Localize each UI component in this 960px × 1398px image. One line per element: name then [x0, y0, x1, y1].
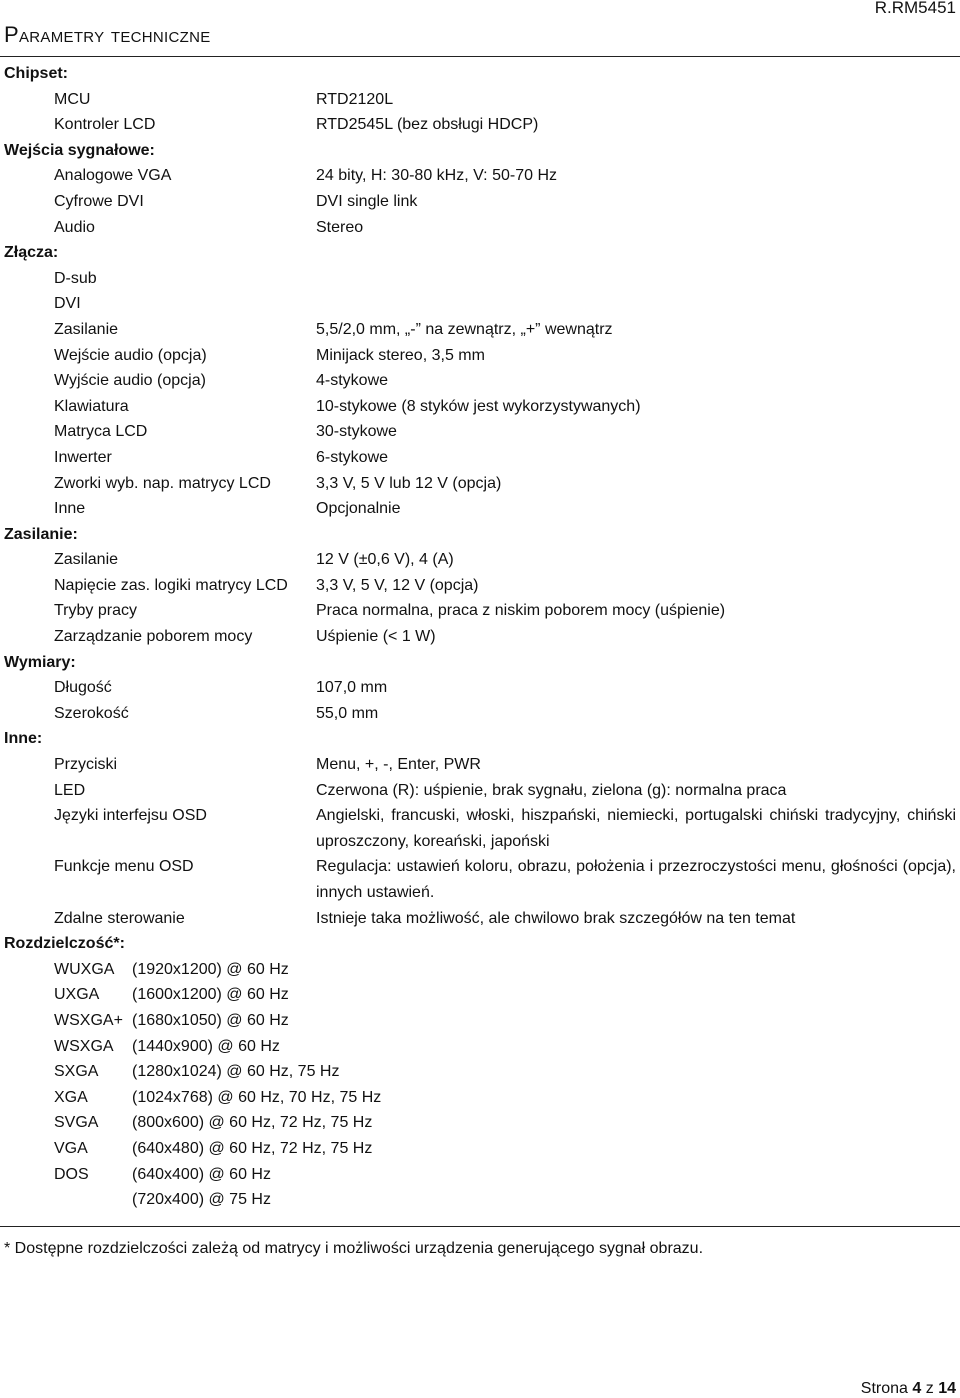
spec-value: 24 bity, H: 30-80 kHz, V: 50-70 Hz: [316, 167, 557, 185]
spec-list: [4, 61, 956, 1213]
resolution-modes: (1600x1200) @ 60 Hz: [132, 986, 289, 1004]
spec-value: [316, 266, 956, 292]
section-heading: Złącza:: [4, 244, 59, 262]
spec-value: 12 V (±0,6 V), 4 (A): [316, 551, 454, 569]
spec-row: [4, 803, 956, 854]
spec-row: [4, 445, 956, 471]
footnote: * Dostępne rozdzielczości zależą od matrycy i możliwości urządzenia generującego sygnał obrazu.: [4, 1240, 704, 1257]
document-code: R.RM5451: [874, 0, 956, 17]
spec-value: RTD2120L: [316, 90, 394, 108]
spec-label: Szerokość: [54, 704, 129, 722]
spec-row: [4, 87, 956, 113]
resolution-row: [4, 1085, 956, 1111]
spec-label: Audio: [54, 218, 95, 236]
spec-row: [4, 854, 956, 905]
spec-row: [4, 394, 956, 420]
resolution-modes: (800x600) @ 60 Hz, 72 Hz, 75 Hz: [132, 1114, 373, 1132]
spec-value: Praca normalna, praca z niskim poborem mocy (uśpienie): [316, 602, 726, 620]
resolution-code: XGA: [54, 1088, 88, 1106]
spec-label: Cyfrowe DVI: [54, 192, 144, 210]
resolution-modes: (1280x1024) @ 60 Hz, 75 Hz: [132, 1063, 340, 1081]
section-heading: Inne:: [4, 730, 43, 748]
resolution-row: [4, 1110, 956, 1136]
spec-row: [4, 215, 956, 241]
spec-label: Matryca LCD: [54, 423, 148, 441]
spec-row: [4, 343, 956, 369]
resolution-row: [4, 1034, 956, 1060]
spec-row: [4, 701, 956, 727]
resolution-code: SXGA: [54, 1063, 99, 1081]
spec-row: [4, 547, 956, 573]
footnote-divider: [0, 1226, 960, 1227]
resolution-code: [4, 1187, 132, 1213]
spec-value: 107,0 mm: [316, 679, 388, 697]
spec-label: DVI: [54, 295, 81, 313]
spec-label: MCU: [54, 90, 91, 108]
spec-row: [4, 573, 956, 599]
spec-label: Zasilanie: [54, 320, 119, 338]
spec-row: [4, 368, 956, 394]
spec-label: Klawiatura: [54, 397, 129, 415]
spec-label: Wejście audio (opcja): [54, 346, 207, 364]
spec-label: Długość: [54, 679, 112, 697]
spec-value: 55,0 mm: [316, 704, 379, 722]
spec-value: [316, 291, 956, 317]
spec-row: [4, 598, 956, 624]
resolution-modes: (1440x900) @ 60 Hz: [132, 1037, 280, 1055]
resolution-row: [4, 982, 956, 1008]
resolution-row: [4, 1008, 956, 1034]
resolution-code: WSXGA: [54, 1037, 114, 1055]
resolution-code: WUXGA: [54, 960, 115, 978]
page-title: Parametry techniczne: [4, 22, 211, 47]
spec-row: [4, 419, 956, 445]
spec-value: Angielski, francuski, włoski, hiszpański, niemiecki, portugalski chiński tradycyjny, chiński uproszczony, koreański, japoński: [316, 807, 956, 850]
resolution-code: UXGA: [54, 986, 100, 1004]
spec-label: Analogowe VGA: [54, 167, 172, 185]
spec-row: [4, 112, 956, 138]
spec-label: Kontroler LCD: [54, 116, 156, 134]
resolution-row: [4, 1059, 956, 1085]
spec-row: [4, 752, 956, 778]
spec-value: 5,5/2,0 mm, „-” na zewnątrz, „+” wewnątrz: [316, 320, 613, 338]
spec-value: Uśpienie (< 1 W): [316, 628, 436, 646]
spec-value: Czerwona (R): uśpienie, brak sygnału, zielona (g): normalna praca: [316, 781, 787, 799]
spec-label: Wyjście audio (opcja): [54, 372, 206, 390]
spec-row: [4, 496, 956, 522]
resolution-modes: (640x400) @ 60 Hz: [132, 1165, 271, 1183]
resolution-modes: (1680x1050) @ 60 Hz: [132, 1011, 289, 1029]
spec-label: LED: [54, 781, 86, 799]
spec-value: RTD2545L (bez obsługi HDCP): [316, 116, 539, 134]
spec-value: 30-stykowe: [316, 423, 397, 441]
section-heading: Wejścia sygnałowe:: [4, 141, 155, 159]
spec-row: [4, 163, 956, 189]
resolution-row: [4, 1136, 956, 1162]
page-current: 4: [912, 1380, 922, 1397]
resolution-modes: (640x480) @ 60 Hz, 72 Hz, 75 Hz: [132, 1139, 373, 1157]
section-heading: Rozdzielczość*:: [4, 935, 125, 953]
page-separator: z: [925, 1380, 934, 1397]
spec-value: 3,3 V, 5 V lub 12 V (opcja): [316, 474, 502, 492]
spec-label: Inwerter: [54, 448, 112, 466]
spec-value: Menu, +, -, Enter, PWR: [316, 756, 481, 774]
page-total: 14: [938, 1380, 956, 1397]
spec-row: [4, 291, 956, 317]
title-divider: [0, 56, 960, 57]
spec-row: [4, 624, 956, 650]
spec-row: [4, 266, 956, 292]
spec-label: D-sub: [54, 269, 97, 287]
spec-value: DVI single link: [316, 192, 418, 210]
section-heading: Zasilanie:: [4, 525, 78, 543]
spec-label: Funkcje menu OSD: [54, 858, 194, 876]
resolution-code: VGA: [54, 1139, 88, 1157]
spec-row: [4, 317, 956, 343]
spec-row: [4, 189, 956, 215]
spec-row: [4, 906, 956, 932]
resolution-modes: (1024x768) @ 60 Hz, 70 Hz, 75 Hz: [132, 1088, 382, 1106]
spec-label: Przyciski: [54, 756, 118, 774]
resolution-row: [4, 957, 956, 983]
resolution-code: WSXGA+: [54, 1011, 123, 1029]
resolution-code: DOS: [54, 1165, 89, 1183]
spec-value: Regulacja: ustawień koloru, obrazu, położenia i przezroczystości menu, głośności (opcja), innych ustawień.: [316, 858, 956, 901]
spec-label: Zworki wyb. nap. matrycy LCD: [54, 474, 271, 492]
spec-label: Tryby pracy: [54, 602, 137, 620]
resolution-row: [4, 1162, 956, 1188]
spec-value: 3,3 V, 5 V, 12 V (opcja): [316, 576, 479, 594]
spec-label: Inne: [54, 500, 86, 518]
page-number: [861, 1380, 956, 1398]
spec-label: Zarządzanie poborem mocy: [54, 628, 253, 646]
spec-value: 10-stykowe (8 styków jest wykorzystywanych): [316, 397, 641, 415]
spec-value: 6-stykowe: [316, 448, 389, 466]
page-prefix: Strona: [860, 1380, 908, 1397]
resolution-modes: (1920x1200) @ 60 Hz: [132, 960, 289, 978]
spec-value: 4-stykowe: [316, 372, 389, 390]
section-heading: Wymiary:: [4, 653, 76, 671]
spec-value: Opcjonalnie: [316, 500, 401, 518]
section-heading: Chipset:: [4, 65, 68, 82]
spec-value: Istnieje taka możliwość, ale chwilowo brak szczegółów na ten temat: [316, 909, 796, 927]
spec-row: [4, 778, 956, 804]
spec-label: Zdalne sterowanie: [54, 909, 185, 927]
resolution-row: [4, 1187, 956, 1213]
spec-label: Napięcie zas. logiki matrycy LCD: [54, 576, 288, 594]
spec-row: [4, 471, 956, 497]
resolution-modes: (720x400) @ 75 Hz: [132, 1191, 271, 1209]
spec-label: Języki interfejsu OSD: [54, 807, 207, 825]
spec-value: Stereo: [316, 218, 364, 236]
resolution-code: SVGA: [54, 1114, 99, 1132]
spec-value: Minijack stereo, 3,5 mm: [316, 346, 485, 364]
spec-row: [4, 675, 956, 701]
spec-label: Zasilanie: [54, 551, 119, 569]
